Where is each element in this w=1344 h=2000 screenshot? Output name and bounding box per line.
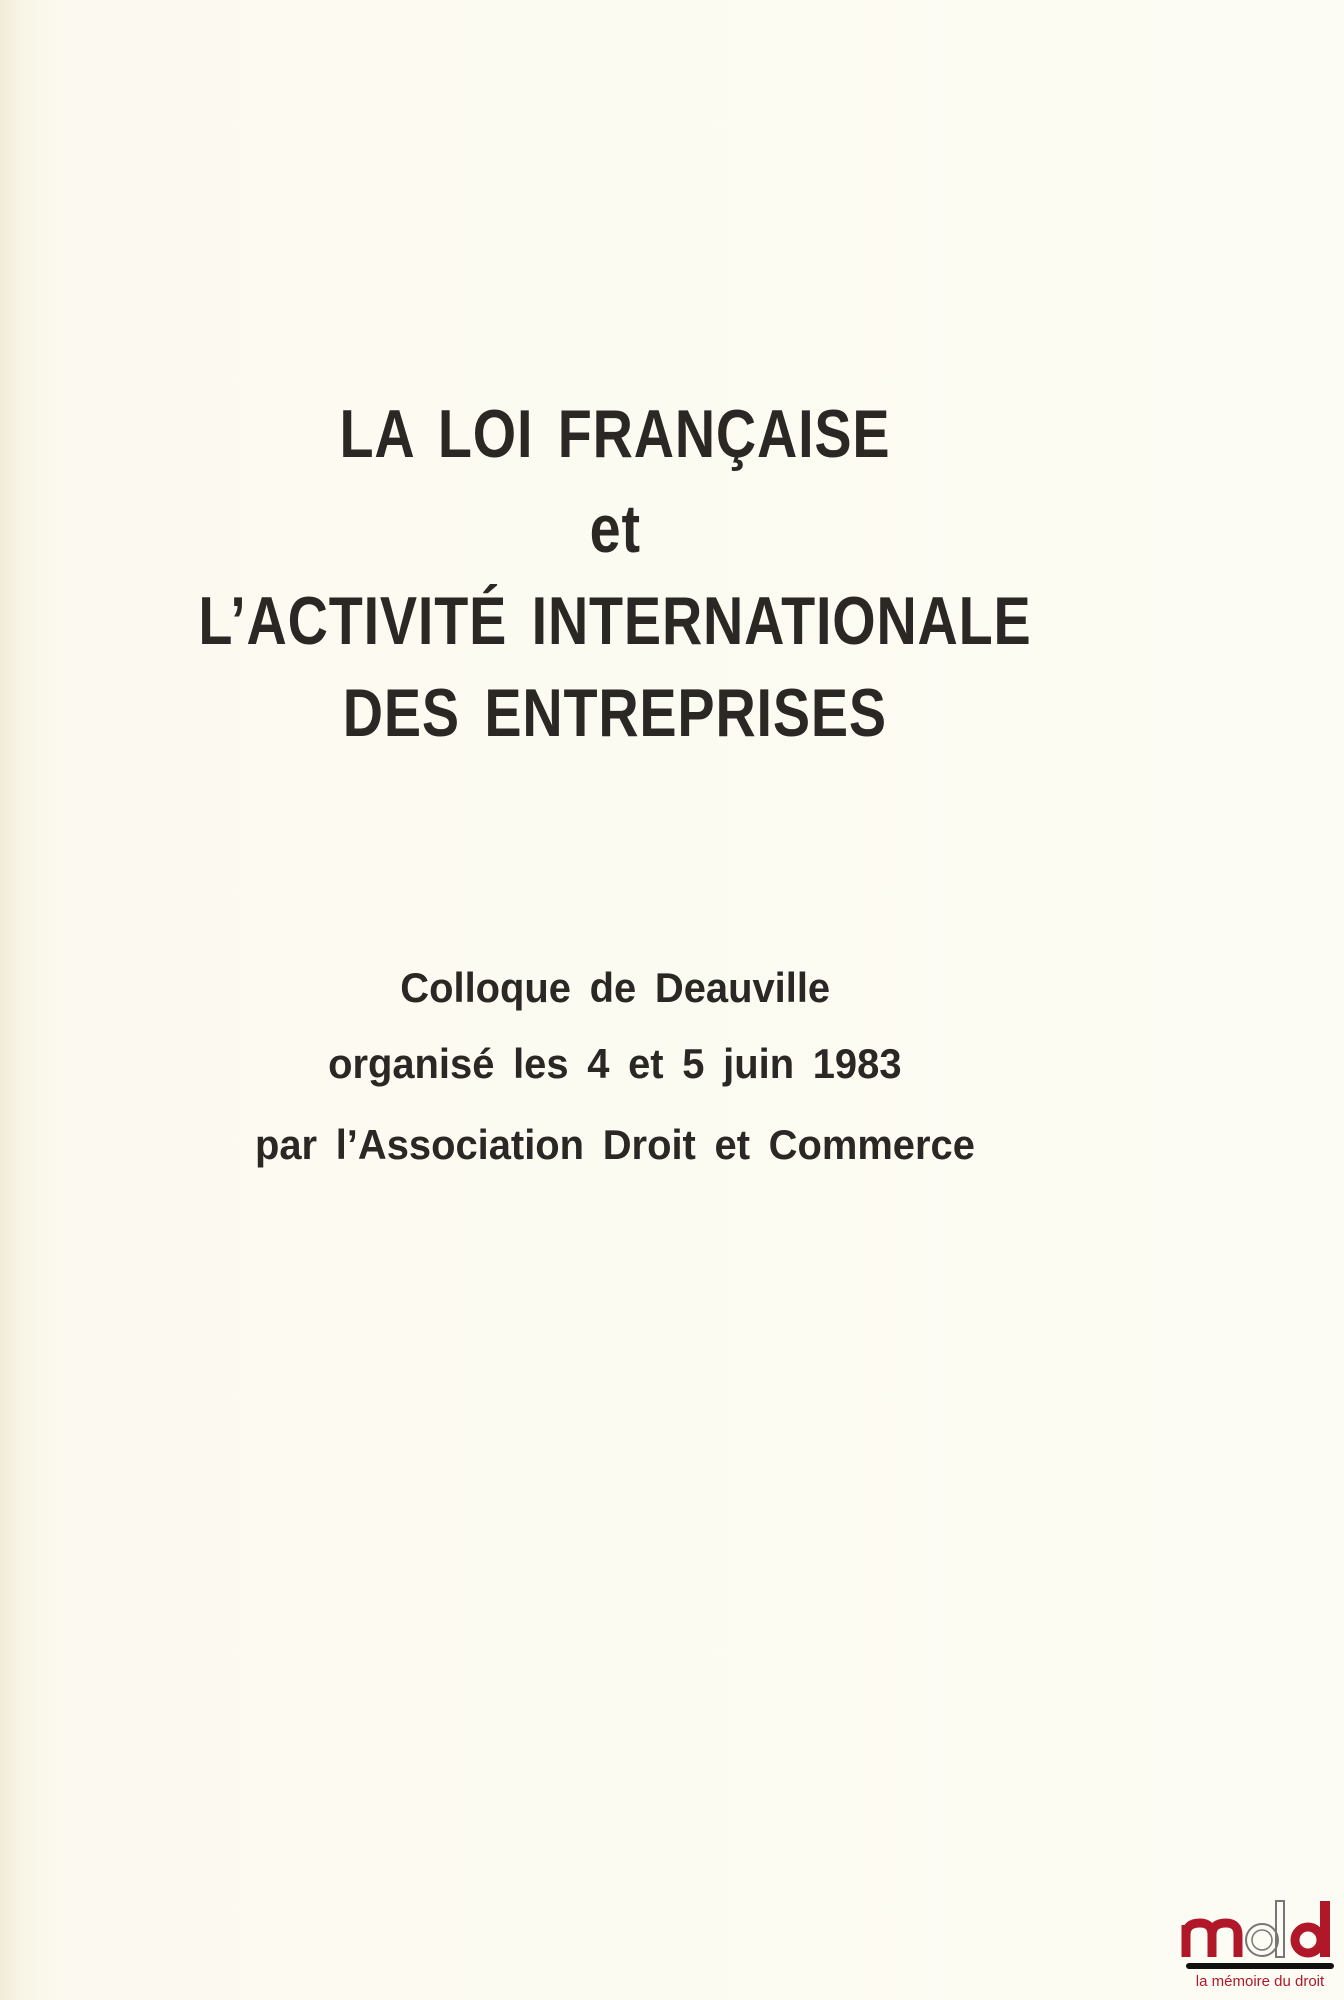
title-text: LA LOI FRANÇAISE	[339, 396, 891, 472]
title-line-4	[0, 674, 1230, 752]
subtitle-text: par l’Association Droit et Commerce	[255, 1121, 975, 1168]
subtitle-text: organisé les 4 et 5 juin 1983	[328, 1040, 902, 1087]
mdd-logo-mark-icon	[1180, 1895, 1340, 1973]
title-line-1	[0, 395, 1230, 473]
title-text: L’ACTIVITÉ INTERNATIONALE	[198, 583, 1032, 659]
title-line-3	[0, 582, 1230, 660]
title-line-2	[0, 490, 1230, 568]
subtitle-line-3	[0, 1121, 1230, 1169]
title-text: DES ENTREPRISES	[342, 675, 888, 751]
subtitle-line-2	[0, 1040, 1230, 1088]
subtitle-text: Colloque de Deauville	[400, 964, 830, 1011]
subtitle-line-1	[0, 964, 1230, 1012]
title-text: et	[589, 491, 641, 567]
mdd-logo	[1180, 1895, 1340, 1995]
logo-tagline: la mémoire du droit	[1195, 1973, 1325, 1990]
